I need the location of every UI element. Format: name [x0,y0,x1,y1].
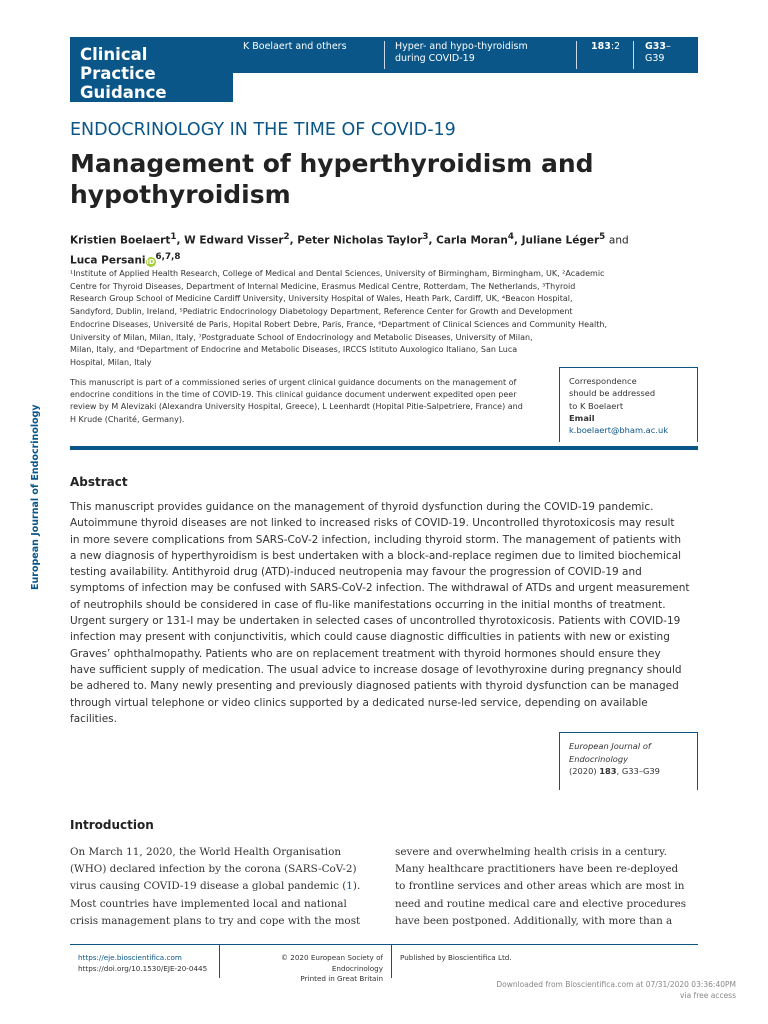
affiliation-mark: 3 [422,232,429,242]
orcid-icon[interactable]: iD [146,258,155,266]
citation-journal-line: European Journal of [569,741,651,751]
email-link[interactable]: k.boelaert@bham.ac.uk [569,425,669,436]
running-header [233,37,698,73]
affiliation-line: University of Milan, Milan, Italy, ⁷Postgraduate School of Endocrinology and Metabolic Diseases, University of Milan, [70,332,533,342]
abstract-line: in more severe complications from SARS-CoV-2 infection, including thyroid storm. The management of patients with [70,533,682,546]
badge-line-2: Guidance [80,83,167,102]
citation-box [559,732,698,790]
volume-issue [581,37,641,73]
reference-link[interactable]: 1 [346,880,353,893]
affiliation-line: Research Group School of Medicine Cardiff University, University Hospital of Wales, Heath Park, Cardiff, UK, ⁴Beacon Hospital, [70,294,573,304]
journal-url-link[interactable]: https://eje.bioscientifica.com [78,953,182,962]
publisher-text: Published by Bioscientifica Ltd. [400,953,512,962]
section-divider [70,446,698,450]
title-line-2: hypothyroidism [70,180,291,209]
running-title-line-1: Hyper- and hypo-thyroidism [395,41,528,52]
abstract-line: Autoimmune thyroid diseases are not linked to increased risks of COVID-19. Uncontrolled thyrotoxicosis may result [70,517,675,530]
series-kicker: ENDOCRINOLOGY IN THE TIME OF COVID-19 [70,120,456,140]
volume-number: 183 [591,41,611,52]
intro-line: (WHO) declared infection by the corona (SARS-CoV-2) [70,863,357,876]
ref-close: ). [352,880,361,893]
intro-line: virus causing COVID-19 disease a global pandemic ( [70,880,347,893]
running-authors: K Boelaert and others [243,41,347,52]
abstract-line: Graves’ ophthalmopathy. Patients who are on replacement treatment with thyroid hormones should ensure they [70,647,661,660]
affiliation-line: Endocrine Diseases, Université de Paris, Hopital Robert Debre, Paris, France, ⁶Department of Clinical Sciences and Community Health, [70,319,607,329]
affiliation-mark: 2 [283,232,290,242]
abstract-line: testing availability. Antithyroid drug (ATD)-induced neutropenia may favour the progression of COVID-19 and [70,566,642,579]
intro-line: Many healthcare practitioners have been re-deployed [395,863,679,876]
author-name[interactable]: Luca Persani [70,254,146,266]
page-end: –G39 [645,41,671,64]
download-line: Downloaded from Bioscientifica.com at 07/31/2020 03:36:40PM [496,980,736,989]
abstract-line: have sufficient supply of medication. The usual advice to increase dosage of levothyroxine during pregnancy should [70,663,682,676]
abstract-heading: Abstract [70,475,128,489]
intro-line: to frontline services and other areas which are most in [395,880,685,893]
author-name[interactable]: Juliane Léger [521,234,600,247]
abstract-line: be adhered to. Many newly presenting and previously diagnosed patients with thyroid dysfunction can be managed [70,680,679,693]
affiliation-line: Hospital, Milan, Italy [70,357,152,367]
correspondence-line: Correspondence [569,376,637,386]
affiliation-line: ¹Institute of Applied Health Research, College of Medical and Dental Sciences, University of Birmingham, Birmingham, UK, ²Academic [70,269,605,278]
note-line: This manuscript is part of a commissioned series of urgent clinical guidance documents on the management of [70,378,517,387]
running-title [385,37,575,73]
citation-volume: 183 [599,766,617,776]
affiliation-line: Centre for Thyroid Diseases, Department of Internal Medicine, Erasmus Medical Centre, Rotterdam, The Netherlands, ³Thyroid [70,281,576,291]
footer-publisher [392,944,698,978]
intro-line: have been postponed. Additionally, with more than a [395,914,673,927]
page-range [635,37,698,73]
abstract-line: a new diagnosis of hyperthyroidism is best undertaken with a block-and-replace regimen due to limited biochemical [70,549,682,562]
correspondence-line: to K Boelaert [569,400,624,411]
citation-pages: , G33–G39 [616,766,660,776]
affiliations [70,268,630,370]
header-divider [633,41,634,69]
intro-line: Most countries have implemented local and national [70,897,347,910]
download-stamp [496,979,736,1001]
correspondence-line: should be addressed [569,388,656,399]
article-type-badge [70,37,233,102]
author-name[interactable]: Kristien Boelaert [70,234,171,247]
doi-link[interactable]: https://doi.org/10.1530/EJE-20-0445 [78,963,208,973]
affiliation-mark: 4 [507,232,514,242]
citation-journal-line: Endocrinology [569,753,629,764]
abstract-line: infection may present with conjunctivitis, which could cause diagnostic difficulties in patients with new or existing [70,631,670,644]
abstract-line: Urgent surgery or 131-I may be undertaken in selected cases of uncontrolled thyrotoxicosis. Patients with COVID-19 [70,615,681,628]
intro-line: severe and overwhelming health crisis in a century. [395,846,667,858]
author-name[interactable]: Carla Moran [436,234,508,247]
citation-year: (2020) [569,766,600,776]
article-title [70,148,690,210]
affiliation-line: Sandyford, Dublin, Ireland, ⁵Pediatric Endocrinology Diabetology Department, Reference Center for Growth and Development [70,307,573,317]
email-label: Email [569,412,595,423]
running-title-line-2: during COVID-19 [395,53,475,64]
intro-line: On March 11, 2020, the World Health Organisation [70,846,342,858]
abstract-line: This manuscript provides guidance on the management of thyroid dysfunction during the COVID-19 pandemic. [70,501,654,513]
abstract-line: through virtual telephone or video clinics supported by a dedicated nurse-led service, depending on available facilities. [70,696,648,725]
author-list: Kristien Boelaert$^1$, W Edward Visser$^2$, Peter Nicholas Taylor$^3$, Carla Moran$^4$, Juliane Léger$^5$ and Luca PersaniiD$^{6,7,8}$ [70,232,629,266]
note-line: H Krude (Charité, Germany). [70,414,185,424]
author-name[interactable]: W Edward Visser [184,234,284,247]
abstract-body [70,499,698,727]
intro-column-left [70,844,374,930]
abstract-line: of neutrophils should be considered in case of flu-like manifestations occurring in the initial months of treatment. [70,598,666,611]
abstract-line: symptoms of infection may be confused with SARS-CoV-2 infection. The withdrawal of ATDs and urgent measurement [70,582,690,595]
page-start: G33 [645,41,667,52]
title-line-1: Management of hyperthyroidism and [70,149,594,178]
badge-line-1: Clinical Practice [80,45,156,83]
author-name[interactable]: Peter Nicholas Taylor [297,234,423,247]
note-line: endocrine conditions in the time of COVID-19. This clinical guidance document underwent expedited open peer [70,390,517,400]
footer-copyright [220,944,392,983]
affiliation-mark: 6,7,8 [155,251,181,262]
affiliation-line: Milan, Italy, and ⁸Department of Endocrine and Metabolic Diseases, IRCCS Istituto Auxologico Italiano, San Luca [70,345,518,355]
intro-column-right [395,844,699,930]
access-line: via free access [680,991,736,1000]
footer-links [70,944,220,978]
intro-line: need and routine medical care and elective procedures [395,897,687,910]
header-divider [576,41,577,69]
note-line: review by M Alevizaki (Alexandra University Hospital, Greece), L Leenhardt (Hopital Pitie-Salpetriere, France) and [70,402,523,412]
intro-line: crisis management plans to try and cope with the most [70,914,361,927]
affiliation-mark: 1 [170,232,177,242]
correspondence-box [559,367,698,442]
issue-number: :2 [610,41,621,52]
introduction-heading: Introduction [70,818,154,832]
intro-line-with-ref [70,878,374,895]
journal-side-label: European Journal of Endocrinology [30,404,41,590]
copyright-text: © 2020 European Society of Endocrinology [280,953,383,973]
printed-text: Printed in Great Britain [300,974,383,983]
manuscript-note [70,377,540,426]
affiliation-mark: 5 [599,232,606,242]
and-conjunction: and [608,234,629,247]
